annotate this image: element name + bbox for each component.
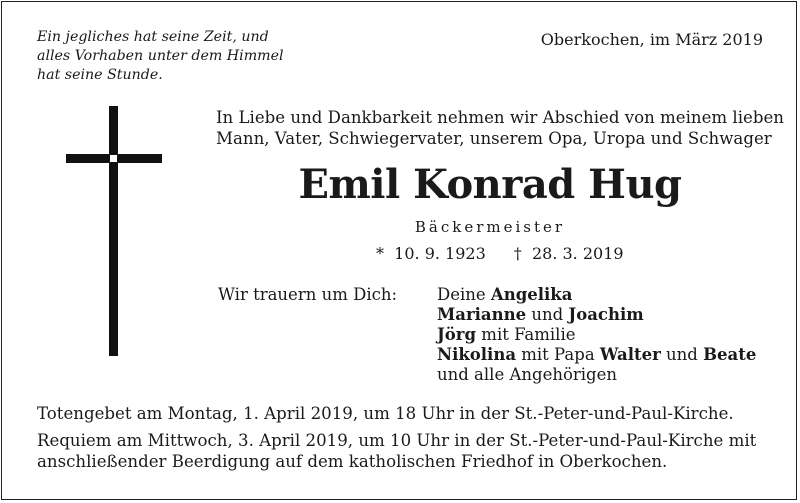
intro-line: In Liebe und Dankbarkeit nehmen wir Abschied von meinem lieben xyxy=(216,108,784,127)
mourners-list xyxy=(437,285,756,385)
motto-line: alles Vorhaben unter dem Himmel xyxy=(37,48,284,64)
place-date: Oberkochen, im März 2019 xyxy=(540,30,763,49)
prayer-service: Totengebet am Montag, 1. April 2019, um 18 Uhr in der St.-Peter-und-Paul-Kirche. xyxy=(37,404,734,423)
death-symbol: † xyxy=(513,244,522,263)
requiem-service xyxy=(37,431,756,472)
farewell-intro xyxy=(216,107,784,149)
profession: Bäckermeister xyxy=(414,218,566,236)
mourner-line: Jörg mit Familie xyxy=(437,325,576,344)
deceased-name: Emil Konrad Hug xyxy=(298,161,682,208)
cross-icon xyxy=(66,106,162,356)
mourner-line: und alle Angehörigen xyxy=(437,365,618,384)
motto-line: hat seine Stunde. xyxy=(37,67,163,83)
mourner-line: Deine Angelika xyxy=(437,285,573,304)
motto-line: Ein jegliches hat seine Zeit, und xyxy=(37,29,269,45)
intro-line: Mann, Vater, Schwiegervater, unserem Opa, Uropa und Schwager xyxy=(216,129,772,148)
birth-symbol: * xyxy=(376,244,384,263)
birth-date: 10. 9. 1923 xyxy=(394,244,486,263)
death-date: 28. 3. 2019 xyxy=(531,244,624,263)
mourner-line: Marianne und Joachim xyxy=(437,305,644,324)
requiem-line: anschließender Beerdigung auf dem katholischen Friedhof in Oberkochen. xyxy=(37,451,668,471)
mourning-label: Wir trauern um Dich: xyxy=(218,285,398,304)
motto-verse xyxy=(37,28,284,85)
mourner-line: Nikolina mit Papa Walter und Beate xyxy=(437,345,757,364)
requiem-line: Requiem am Mittwoch, 3. April 2019, um 10 Uhr in der St.-Peter-und-Paul-Kirche mit xyxy=(37,431,757,450)
life-dates xyxy=(376,244,624,263)
